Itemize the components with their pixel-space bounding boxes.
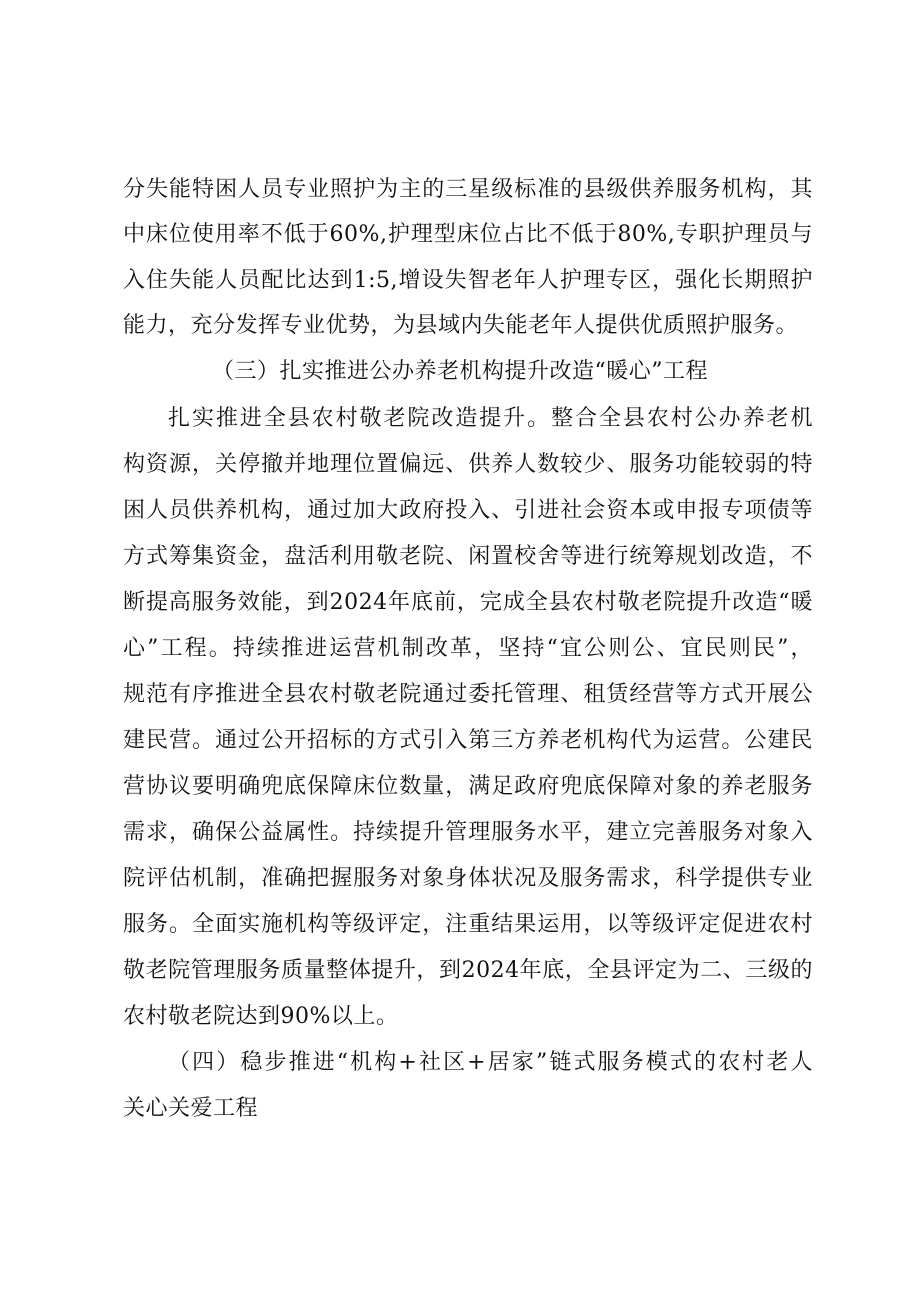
paragraph-line: 敬老院管理服务质量整体提升，到2024年底，全县评定为二、三级的	[123, 958, 813, 983]
section-heading-3: （三）扎实推进公办养老机构提升改造“暖心”工程	[212, 359, 708, 384]
paragraph-line: 院评估机制，准确把握服务对象身体状况及服务需求，科学提供专业	[123, 866, 813, 891]
paragraph-line: 需求，确保公益属性。持续提升管理服务水平，建立完善服务对象入	[123, 820, 813, 845]
paragraph-line: 断提高服务效能，到2024年底前，完成全县农村敬老院提升改造“暖	[123, 590, 813, 615]
paragraph-line: 建民营。通过公开招标的方式引入第三方养老机构代为运营。公建民	[123, 728, 813, 753]
paragraph-line: 营协议要明确兜底保障床位数量，满足政府兜底保障对象的养老服务	[123, 774, 813, 799]
paragraph-line: 服务。全面实施机构等级评定，注重结果运用，以等级评定促进农村	[123, 912, 813, 937]
paragraph-line: 入住失能人员配比达到1:5,增设失智老年人护理专区，强化长期照护	[123, 268, 813, 293]
paragraph-line: 困人员供养机构，通过加大政府投入、引进社会资本或申报专项债等	[123, 498, 813, 523]
section-heading-4: （四）稳步推进“机构+社区+居家”链式服务模式的农村老人	[168, 1050, 813, 1075]
paragraph-line: 扎实推进全县农村敬老院改造提升。整合全县农村公办养老机	[168, 406, 813, 431]
paragraph-line: 农村敬老院达到90%以上。	[123, 1004, 399, 1029]
paragraph-line: 能力，充分发挥专业优势，为县域内失能老年人提供优质照护服务。	[123, 313, 799, 338]
paragraph-line: 分失能特困人员专业照护为主的三星级标准的县级供养服务机构，其	[123, 177, 813, 202]
paragraph-line: 中床位使用率不低于60%,护理型床位占比不低于80%,专职护理员与	[123, 222, 813, 247]
section-heading-4-continued: 关心关爱工程	[123, 1096, 259, 1121]
paragraph-line: 规范有序推进全县农村敬老院通过委托管理、租赁经营等方式开展公	[123, 682, 813, 707]
paragraph-line: 构资源，关停撤并地理位置偏远、供养人数较少、服务功能较弱的特	[123, 452, 813, 477]
paragraph-line: 方式筹集资金，盘活利用敬老院、闲置校舍等进行统筹规划改造，不	[123, 544, 813, 569]
paragraph-line: 心”工程。持续推进运营机制改革，坚持“宜公则公、宜民则民”，	[123, 636, 813, 661]
